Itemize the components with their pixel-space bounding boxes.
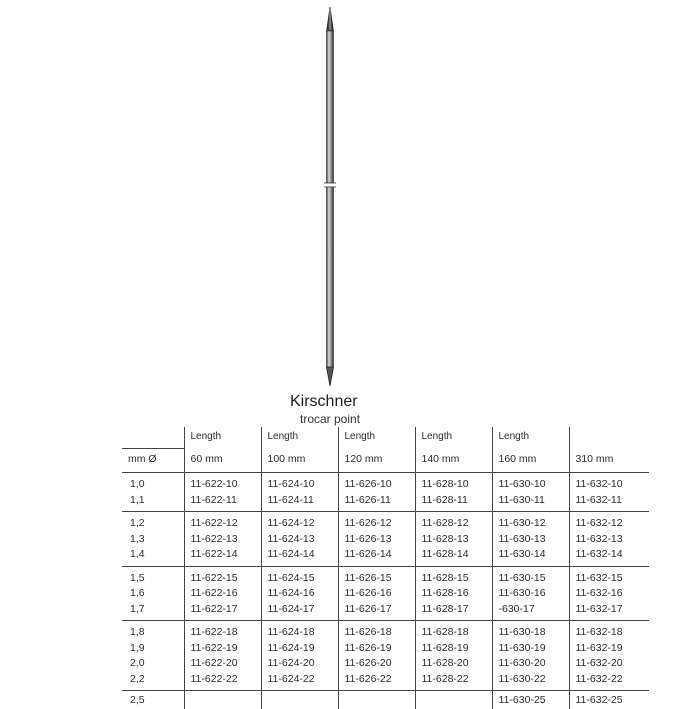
article-number: 11-628-20	[421, 657, 469, 669]
article-number: 11-630-20	[498, 657, 546, 669]
article-number: 11-632-22	[575, 672, 623, 685]
article-number: 11-630-14	[498, 548, 546, 560]
article-number: 11-632-15	[575, 571, 623, 584]
diameter-value: 1,0	[130, 478, 145, 490]
length-label: Length	[338, 427, 415, 449]
article-number: 11-628-22	[421, 672, 469, 685]
article-number: 11-628-18	[421, 626, 469, 638]
article-number	[261, 691, 338, 709]
article-number	[184, 691, 261, 709]
article-number: 11-622-14	[190, 548, 238, 560]
article-number-cell	[569, 566, 649, 621]
article-number: -630-17	[498, 602, 535, 615]
length-value: 160 mm	[492, 449, 569, 473]
diameter-group-row	[122, 621, 649, 691]
article-number: 11-630-12	[498, 517, 546, 529]
diameter-cell	[122, 566, 184, 621]
product-title: Kirschner	[290, 393, 358, 410]
article-number: 11-628-19	[421, 641, 469, 654]
length-header-row	[122, 427, 649, 449]
article-number: 11-632-11	[575, 493, 622, 506]
article-number: 11-626-22	[344, 672, 392, 685]
article-number: 11-622-22	[190, 672, 238, 685]
article-number-cell	[261, 473, 338, 512]
article-number: 11-624-22	[267, 672, 315, 685]
diameter-group-row	[122, 566, 649, 621]
wire-shaft-upper	[327, 31, 334, 183]
article-number: 11-624-20	[267, 657, 315, 669]
length-label: Length	[415, 427, 492, 449]
diameter-value: 1,6	[130, 587, 145, 599]
diameter-value: 1,8	[130, 626, 145, 638]
article-number: 11-626-20	[344, 657, 392, 669]
article-number: 11-626-14	[344, 548, 392, 560]
article-number: 11-628-16	[421, 587, 469, 599]
article-number: 11-632-13	[575, 532, 623, 545]
article-number: 11-632-17	[575, 602, 623, 615]
article-number-cell	[184, 512, 261, 567]
article-number-cell	[261, 566, 338, 621]
diameter-row-2-5	[122, 691, 649, 709]
article-number: 11-626-10	[344, 478, 392, 490]
length-value: 120 mm	[338, 449, 415, 473]
diameter-cell	[122, 473, 184, 512]
article-number: 11-626-19	[344, 641, 392, 654]
article-number-cell	[569, 621, 649, 691]
article-number: 11-630-18	[498, 626, 546, 638]
diameter-group-row	[122, 473, 649, 512]
article-number: 11-628-12	[421, 517, 469, 529]
article-number: 11-626-15	[344, 571, 392, 584]
article-number: 11-626-16	[344, 587, 392, 599]
article-number: 11-632-12	[575, 517, 623, 529]
diameter-value: 2,0	[130, 657, 145, 669]
article-number-cell	[261, 621, 338, 691]
article-number: 11-622-13	[190, 532, 238, 545]
article-number-cell	[338, 621, 415, 691]
article-number: 11-630-10	[498, 478, 546, 490]
article-number: 11-630-19	[498, 641, 546, 654]
article-number-cell	[415, 473, 492, 512]
size-header-row	[122, 449, 649, 473]
article-number	[415, 691, 492, 709]
article-number: 11-630-25	[492, 691, 569, 709]
article-number-cell	[415, 621, 492, 691]
article-number: 11-622-18	[190, 626, 238, 638]
article-number: 11-632-25	[569, 691, 649, 709]
length-label: Length	[184, 427, 261, 449]
article-number-cell	[569, 473, 649, 512]
diameter-value: 1,4	[130, 548, 145, 560]
article-number: 11-630-13	[498, 532, 546, 545]
article-number: 11-630-22	[498, 672, 546, 685]
article-number-cell	[415, 512, 492, 567]
diameter-group-row	[122, 512, 649, 567]
article-number: 11-632-16	[575, 587, 623, 599]
article-number: 11-632-20	[575, 657, 623, 669]
article-number: 11-630-11	[498, 493, 545, 506]
article-number: 11-628-17	[421, 602, 469, 615]
product-subtitle: trocar point	[300, 412, 361, 426]
article-number-cell	[338, 566, 415, 621]
diameter-header: mm Ø	[122, 449, 184, 473]
article-number: 11-632-10	[575, 478, 623, 490]
diameter-value: 1,5	[130, 571, 145, 584]
article-number: 11-632-14	[575, 548, 623, 560]
diameter-value: 1,1	[130, 493, 145, 506]
article-number: 11-628-11	[421, 493, 468, 506]
article-number: 11-622-17	[190, 602, 238, 615]
article-number: 11-626-18	[344, 626, 392, 638]
wire-shaft-lower	[327, 187, 334, 367]
article-number: 11-624-19	[267, 641, 315, 654]
length-value: 140 mm	[415, 449, 492, 473]
diameter-value: 2,5	[130, 694, 145, 706]
length-value: 100 mm	[261, 449, 338, 473]
article-number-cell	[492, 621, 569, 691]
article-number: 11-632-19	[575, 641, 623, 654]
article-number: 11-626-17	[344, 602, 392, 615]
article-number: 11-624-14	[267, 548, 315, 560]
trocar-tip-lower	[327, 367, 334, 386]
diameter-cell	[122, 512, 184, 567]
article-number	[338, 691, 415, 709]
article-number-cell	[338, 512, 415, 567]
article-number: 11-622-16	[190, 587, 238, 599]
diameter-value: 1,3	[130, 532, 145, 545]
article-number: 11-626-12	[344, 517, 392, 529]
article-number-cell	[569, 512, 649, 567]
article-number-cell	[184, 473, 261, 512]
article-number: 11-630-15	[498, 571, 546, 584]
article-number: 11-624-15	[267, 571, 315, 584]
article-number-cell	[492, 473, 569, 512]
article-number: 11-626-13	[344, 532, 392, 545]
article-number: 11-628-14	[421, 548, 469, 560]
length-label: Length	[261, 427, 338, 449]
article-number: 11-626-11	[344, 493, 391, 506]
article-number: 11-628-13	[421, 532, 469, 545]
article-number: 11-622-19	[190, 641, 238, 654]
diameter-value: 1,7	[130, 602, 145, 615]
article-number-cell	[492, 566, 569, 621]
article-number: 11-624-13	[267, 532, 315, 545]
length-label: Length	[492, 427, 569, 449]
article-number: 11-624-16	[267, 587, 315, 599]
article-number-cell	[184, 621, 261, 691]
article-number: 11-624-17	[267, 602, 315, 615]
article-number-cell	[184, 566, 261, 621]
diameter-value: 1,9	[130, 641, 145, 654]
article-number: 11-632-18	[575, 626, 623, 638]
diameter-value: 1,2	[130, 517, 145, 529]
article-number-cell	[415, 566, 492, 621]
article-number: 11-622-10	[190, 478, 238, 490]
article-number-cell	[261, 512, 338, 567]
article-number-cell	[492, 512, 569, 567]
article-number: 11-628-15	[421, 571, 469, 584]
article-number: 11-622-15	[190, 571, 238, 584]
article-number: 11-622-20	[190, 657, 238, 669]
article-number: 11-624-10	[267, 478, 315, 490]
diameter-cell	[122, 621, 184, 691]
article-number: 11-628-10	[421, 478, 469, 490]
article-number: 11-624-12	[267, 517, 315, 529]
article-number: 11-622-11	[190, 493, 237, 506]
article-number-cell	[338, 473, 415, 512]
spec-table	[122, 427, 649, 709]
article-number: 11-624-18	[267, 626, 315, 638]
article-number: 11-624-11	[267, 493, 314, 506]
article-number: 11-630-16	[498, 587, 546, 599]
length-value: 310 mm	[569, 449, 649, 473]
length-value: 60 mm	[184, 449, 261, 473]
article-number: 11-622-12	[190, 517, 238, 529]
diameter-value: 2,2	[130, 672, 145, 685]
